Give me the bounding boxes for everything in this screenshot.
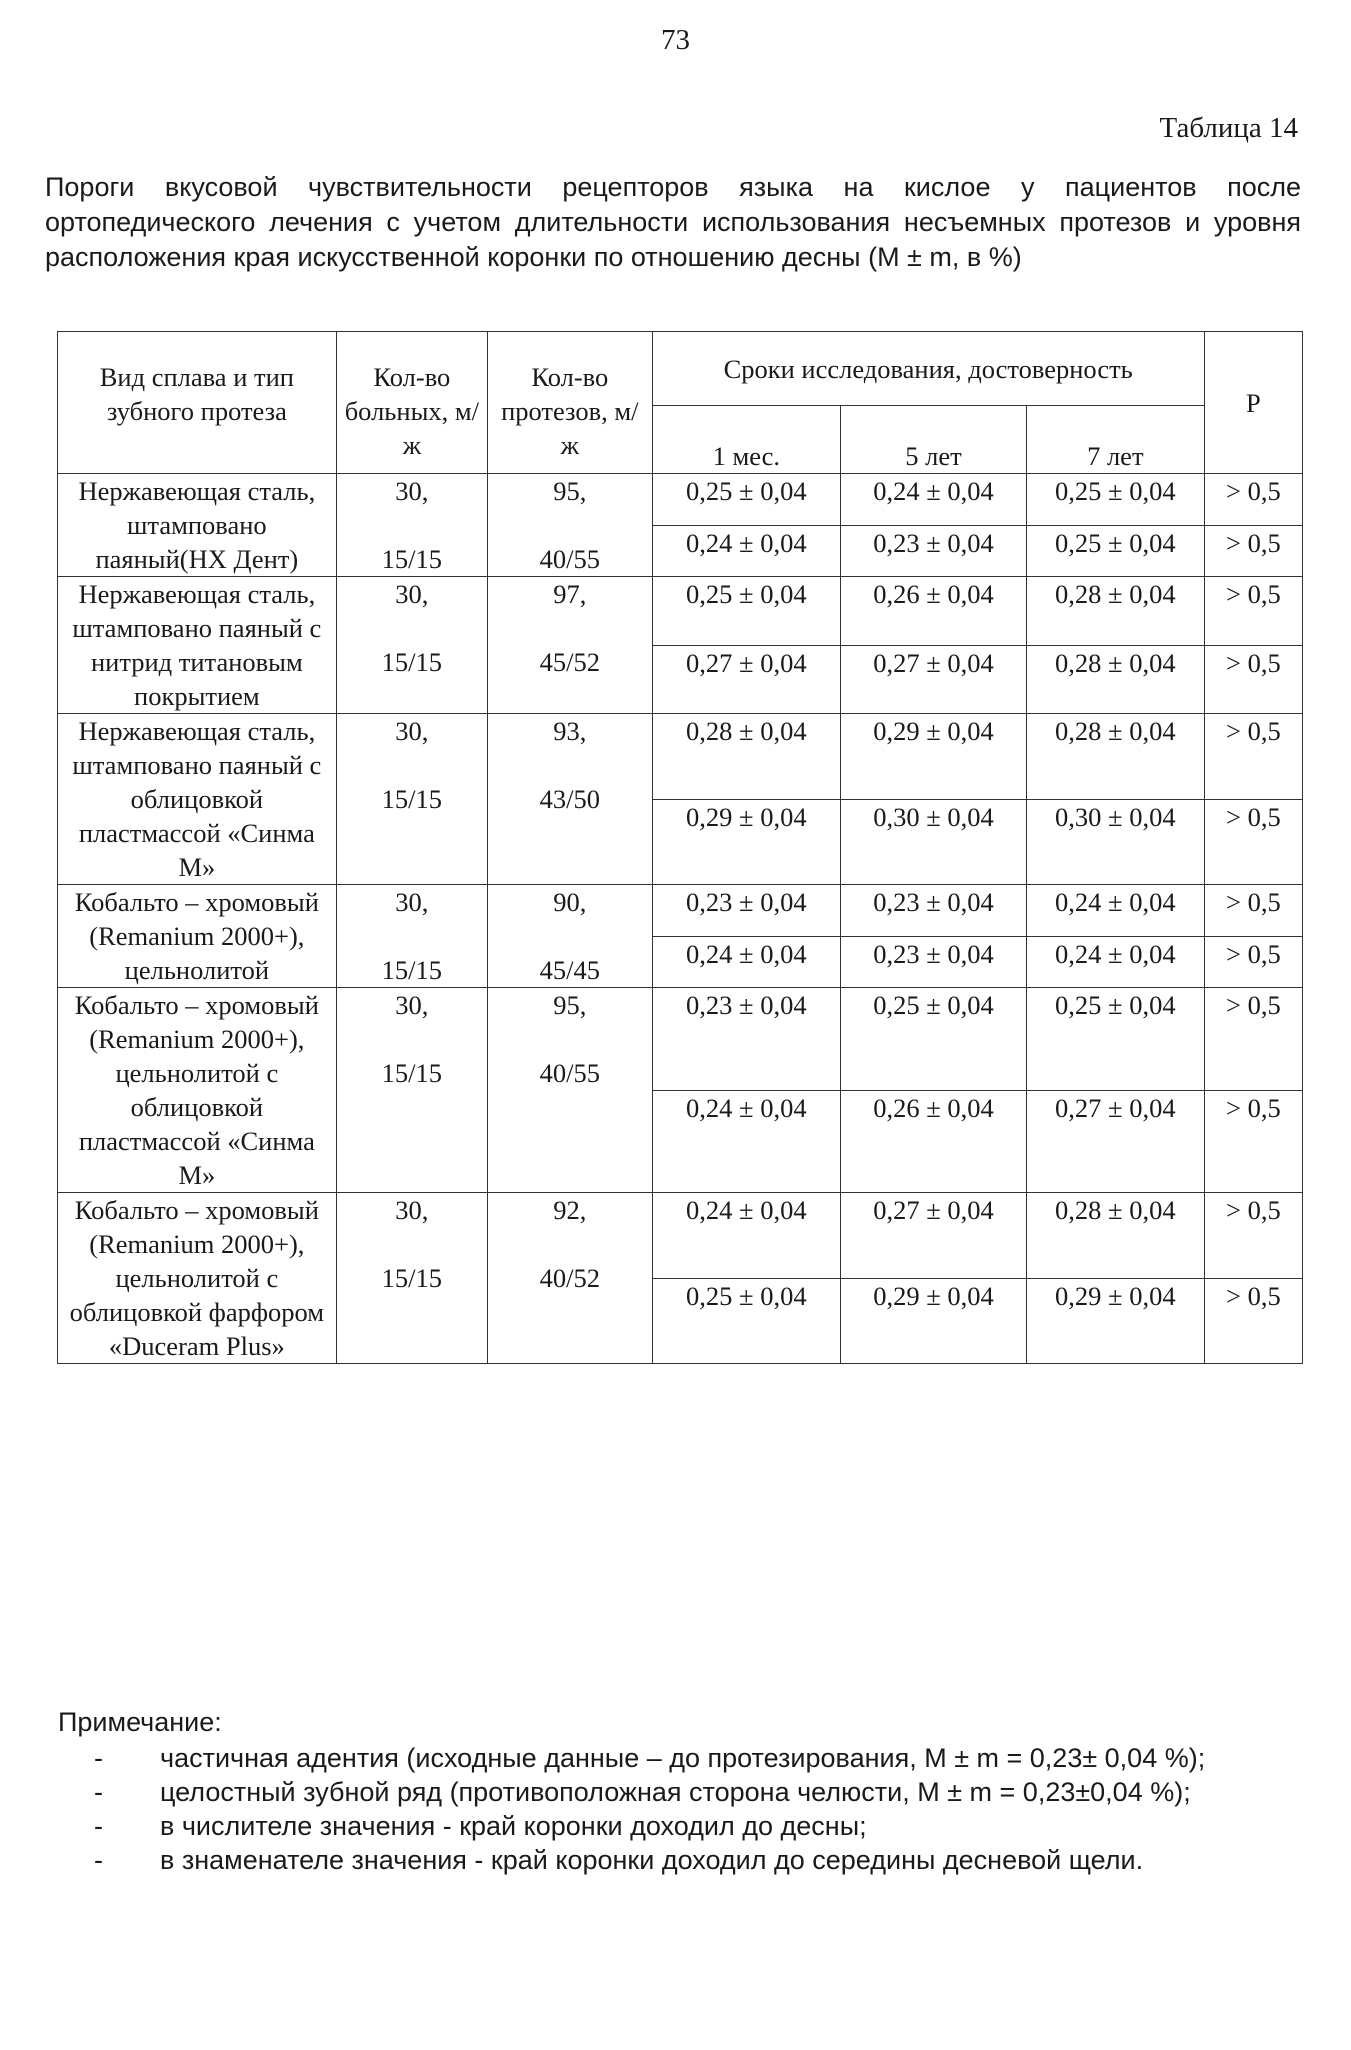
value-5-years-denominator: 0,26 ± 0,04 [841, 1090, 1027, 1193]
table-row [58, 885, 1303, 937]
value-1-month-numerator: 0,25 ± 0,04 [652, 577, 840, 646]
value-1-month-denominator: 0,25 ± 0,04 [652, 1278, 840, 1364]
header-patients: Кол-во больных, м/ж [336, 332, 487, 474]
prostheses-split: 40/55 [539, 544, 600, 574]
note-text: в числителе значения - край коронки доходил до десны; [160, 1811, 867, 1841]
value-7-years-numerator: 0,24 ± 0,04 [1026, 885, 1204, 937]
header-type: Вид сплава и тип зубного протеза [58, 332, 337, 474]
table-row [58, 714, 1303, 800]
patients-count [336, 714, 487, 885]
value-5-years-numerator: 0,26 ± 0,04 [841, 577, 1027, 646]
table-row [58, 988, 1303, 1091]
value-7-years-numerator: 0,25 ± 0,04 [1026, 474, 1204, 526]
table-caption: Пороги вкусовой чувствительности рецепторов языка на кислое у пациентов после ортопедического лечения с учетом длительности использования несъемных протезов и уровня расположения края искусственной коронки по отношению десны (M ± m, в %) [45, 172, 1301, 272]
note-dash: - [94, 1777, 103, 1807]
value-5-years-numerator: 0,24 ± 0,04 [841, 474, 1027, 526]
prostheses-split: 45/45 [539, 955, 600, 985]
patients-split: 15/15 [381, 1058, 443, 1088]
prostheses-total: 92, [553, 1195, 587, 1225]
prostheses-count [488, 988, 653, 1193]
prostheses-total: 95, [553, 476, 587, 506]
value-1-month-numerator: 0,23 ± 0,04 [652, 988, 840, 1091]
value-p-numerator: > 0,5 [1204, 988, 1302, 1091]
value-7-years-denominator: 0,24 ± 0,04 [1026, 936, 1204, 988]
value-p-numerator: > 0,5 [1204, 474, 1302, 526]
value-5-years-numerator: 0,23 ± 0,04 [841, 885, 1027, 937]
table-label: Таблица 14 [1159, 112, 1298, 144]
value-7-years-denominator: 0,29 ± 0,04 [1026, 1278, 1204, 1364]
value-5-years-numerator: 0,27 ± 0,04 [841, 1193, 1027, 1279]
note-dash: - [94, 1811, 103, 1841]
prostheses-count [488, 1193, 653, 1364]
prostheses-count [488, 474, 653, 577]
patients-total: 30, [395, 1195, 429, 1225]
value-p-denominator: > 0,5 [1204, 1090, 1302, 1193]
value-1-month-numerator: 0,23 ± 0,04 [652, 885, 840, 937]
header-5-years: 5 лет [841, 406, 1027, 474]
patients-total: 30, [395, 716, 429, 746]
header-periods: Сроки исследования, достоверность [652, 332, 1204, 406]
prosthesis-type: Кобальто – хромовый (Remanium 2000+), цельнолитой с облицовкой пластмассой «Синма М» [58, 988, 337, 1193]
patients-count [336, 988, 487, 1193]
prostheses-split: 40/52 [539, 1263, 600, 1293]
page-number: 73 [661, 24, 690, 56]
patients-total: 30, [395, 579, 429, 609]
table-row [58, 474, 1303, 526]
value-5-years-denominator: 0,29 ± 0,04 [841, 1278, 1027, 1364]
value-1-month-denominator: 0,24 ± 0,04 [652, 1090, 840, 1193]
prosthesis-type: Нержавеющая сталь, штамповано паяный с нитрид титановым покрытием [58, 577, 337, 714]
note-dash: - [94, 1743, 103, 1773]
table-row [58, 577, 1303, 646]
patients-split: 15/15 [381, 1263, 443, 1293]
value-1-month-denominator: 0,27 ± 0,04 [652, 645, 840, 714]
notes-title: Примечание: [58, 1707, 222, 1737]
value-1-month-numerator: 0,25 ± 0,04 [652, 474, 840, 526]
patients-split: 15/15 [381, 784, 443, 814]
prostheses-split: 45/52 [539, 647, 600, 677]
value-1-month-denominator: 0,24 ± 0,04 [652, 525, 840, 577]
value-7-years-denominator: 0,30 ± 0,04 [1026, 799, 1204, 885]
value-1-month-denominator: 0,24 ± 0,04 [652, 936, 840, 988]
value-7-years-numerator: 0,28 ± 0,04 [1026, 1193, 1204, 1279]
value-5-years-numerator: 0,29 ± 0,04 [841, 714, 1027, 800]
patients-count [336, 885, 487, 988]
note-item [58, 1843, 1308, 1877]
value-1-month-numerator: 0,24 ± 0,04 [652, 1193, 840, 1279]
prosthesis-type: Нержавеющая сталь, штамповано паяный с облицовкой пластмассой «Синма М» [58, 714, 337, 885]
value-p-denominator: > 0,5 [1204, 645, 1302, 714]
prostheses-total: 95, [553, 990, 587, 1020]
value-7-years-numerator: 0,28 ± 0,04 [1026, 577, 1204, 646]
value-5-years-denominator: 0,23 ± 0,04 [841, 525, 1027, 577]
value-7-years-denominator: 0,28 ± 0,04 [1026, 645, 1204, 714]
prostheses-count [488, 714, 653, 885]
patients-total: 30, [395, 887, 429, 917]
value-1-month-numerator: 0,28 ± 0,04 [652, 714, 840, 800]
prostheses-split: 43/50 [539, 784, 600, 814]
header-p: Р [1204, 332, 1302, 474]
value-p-denominator: > 0,5 [1204, 525, 1302, 577]
notes [58, 1705, 1308, 1877]
value-7-years-denominator: 0,25 ± 0,04 [1026, 525, 1204, 577]
note-text: в знаменателе значения - край коронки доходил до середины десневой щели. [160, 1845, 1144, 1875]
note-dash: - [94, 1845, 103, 1875]
header-prostheses: Кол-во протезов, м/ж [488, 332, 653, 474]
prostheses-total: 97, [553, 579, 587, 609]
patients-split: 15/15 [381, 647, 443, 677]
patients-count [336, 577, 487, 714]
patients-total: 30, [395, 476, 429, 506]
patients-count [336, 1193, 487, 1364]
value-p-numerator: > 0,5 [1204, 1193, 1302, 1279]
prosthesis-type: Кобальто – хромовый (Remanium 2000+), цельнолитой с облицовкой фарфором «Duceram Plus» [58, 1193, 337, 1364]
data-table [57, 331, 1303, 1364]
prosthesis-type: Кобальто – хромовый (Remanium 2000+), цельнолитой [58, 885, 337, 988]
value-5-years-numerator: 0,25 ± 0,04 [841, 988, 1027, 1091]
value-p-numerator: > 0,5 [1204, 577, 1302, 646]
prostheses-total: 93, [553, 716, 587, 746]
note-item [58, 1775, 1308, 1809]
patients-split: 15/15 [381, 544, 443, 574]
value-7-years-numerator: 0,28 ± 0,04 [1026, 714, 1204, 800]
prostheses-total: 90, [553, 887, 587, 917]
value-5-years-denominator: 0,27 ± 0,04 [841, 645, 1027, 714]
note-text: целостный зубной ряд (противоположная сторона челюсти, M ± m = 0,23±0,04 %); [160, 1777, 1191, 1807]
header-1-month: 1 мес. [652, 406, 840, 474]
prostheses-count [488, 885, 653, 988]
value-7-years-denominator: 0,27 ± 0,04 [1026, 1090, 1204, 1193]
patients-total: 30, [395, 990, 429, 1020]
value-p-denominator: > 0,5 [1204, 936, 1302, 988]
value-1-month-denominator: 0,29 ± 0,04 [652, 799, 840, 885]
note-text: частичная адентия (исходные данные – до протезирования, M ± m = 0,23± 0,04 %); [160, 1743, 1206, 1773]
prostheses-count [488, 577, 653, 714]
patients-count [336, 474, 487, 577]
patients-split: 15/15 [381, 955, 443, 985]
table-row [58, 1193, 1303, 1279]
value-p-denominator: > 0,5 [1204, 799, 1302, 885]
value-7-years-numerator: 0,25 ± 0,04 [1026, 988, 1204, 1091]
header-7-years: 7 лет [1026, 406, 1204, 474]
value-5-years-denominator: 0,30 ± 0,04 [841, 799, 1027, 885]
prosthesis-type: Нержавеющая сталь, штамповано паяный(НХ Дент) [58, 474, 337, 577]
note-item [58, 1809, 1308, 1843]
note-item [58, 1741, 1308, 1775]
prostheses-split: 40/55 [539, 1058, 600, 1088]
value-p-numerator: > 0,5 [1204, 714, 1302, 800]
value-p-denominator: > 0,5 [1204, 1278, 1302, 1364]
value-p-numerator: > 0,5 [1204, 885, 1302, 937]
value-5-years-denominator: 0,23 ± 0,04 [841, 936, 1027, 988]
